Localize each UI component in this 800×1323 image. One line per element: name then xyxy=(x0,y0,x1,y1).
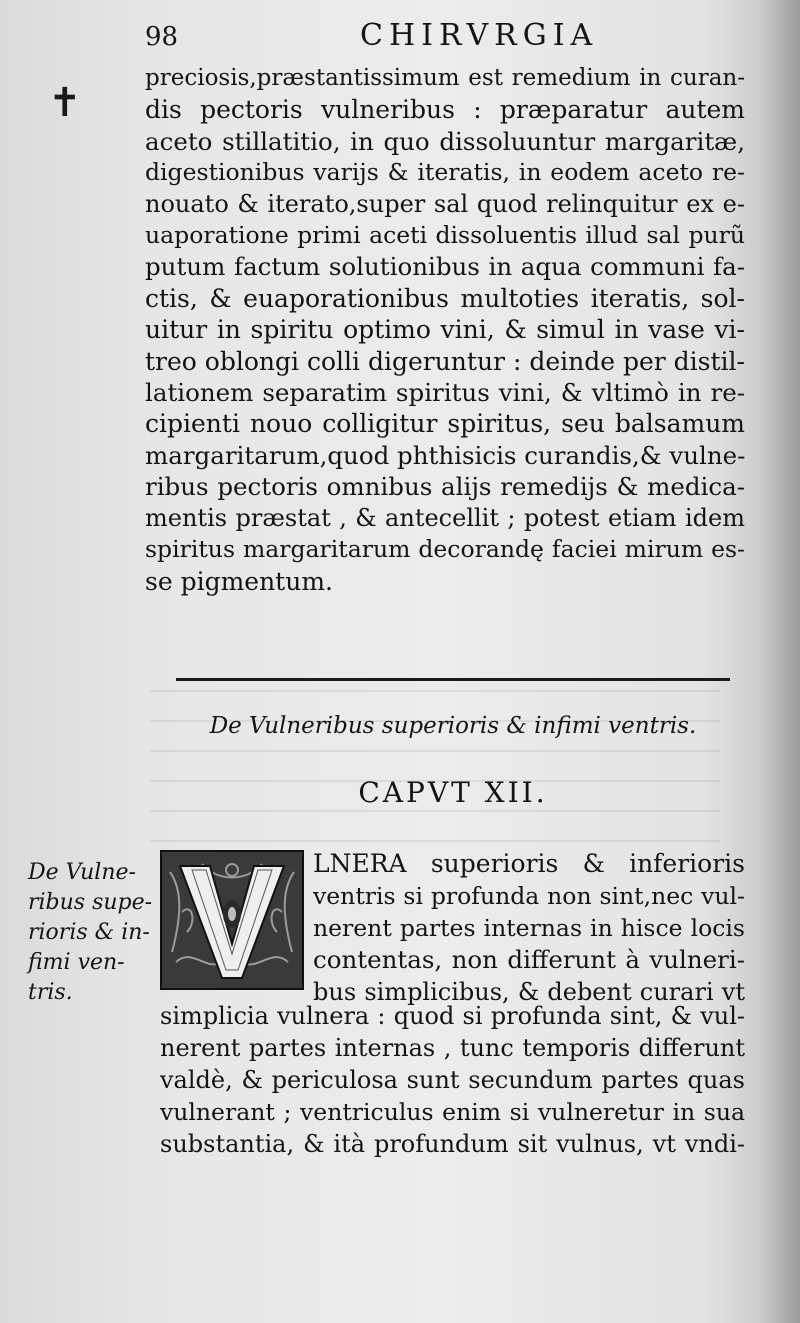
text-line: dis pectoris vulneribus : præparatur autem xyxy=(145,95,745,125)
text-line: simplicia vulnera : quod si profunda sint, & vul- xyxy=(160,1002,745,1030)
text-line: valdè, & periculosa sunt secundum partes quas xyxy=(160,1066,745,1094)
text-line: ctis, & euaporationibus multoties iteratis, sol- xyxy=(145,283,745,313)
decorated-initial xyxy=(160,850,304,990)
text-line: aceto stillatitio, in quo dissoluuntur margaritæ, xyxy=(145,126,745,156)
text-line: digestionibus varijs & iteratis, in eodem aceto re- xyxy=(145,158,745,187)
text-line: uaporatione primi aceti dissoluentis illud sal purũ xyxy=(145,221,745,250)
running-head-title: CHIRVRGIA xyxy=(360,18,599,53)
margin-note-line: De Vulne- xyxy=(28,860,136,885)
chapter-heading: CAPVT XII. xyxy=(358,776,548,809)
text-line: bus simplicibus, & debent curari vt xyxy=(313,978,745,1006)
section-title: De Vulneribus superioris & infimi ventris. xyxy=(209,713,697,739)
text-line: nerent partes internas in hisce locis xyxy=(313,914,745,942)
chapter-opening-lines xyxy=(313,848,745,1008)
text-line: uitur in spiritu optimo vini, & simul in vase vi- xyxy=(145,315,745,345)
margin-note-line: fimi ven- xyxy=(28,950,125,975)
margin-note-line: ribus supe- xyxy=(28,890,153,915)
ornamental-initial-v-icon xyxy=(162,852,302,988)
text-line: ribus pectoris omnibus alijs remedijs & medica- xyxy=(145,472,745,502)
page-edge-shadow xyxy=(760,0,800,1323)
chapter-body xyxy=(160,1000,745,1160)
text-line: se pigmentum. xyxy=(145,566,333,596)
text-line: LNERA superioris & inferioris xyxy=(313,849,745,878)
text-line: substantia, & ità profundum sit vulnus, vt vndi- xyxy=(160,1130,745,1158)
margin-note-line: tris. xyxy=(28,980,73,1005)
text-line: vulnerant ; ventriculus enim si vulneretur in sua xyxy=(160,1098,745,1126)
text-line: ventris si profunda non sint,nec vul- xyxy=(313,882,745,910)
text-line: putum factum solutionibus in aqua communi fa- xyxy=(145,252,745,282)
running-head xyxy=(145,18,745,58)
text-line: margaritarum,quod phthisicis curandis,& vulne- xyxy=(145,440,746,470)
margin-cross-mark: ✝ xyxy=(48,80,82,126)
section-divider-rule xyxy=(176,678,730,681)
text-line: treo oblongi colli digeruntur : deinde per distil- xyxy=(145,346,745,376)
text-line: lationem separatim spiritus vini, & vltimò in re- xyxy=(145,378,745,408)
text-line: mentis præstat , & antecellit ; potest etiam idem xyxy=(145,503,745,532)
text-line: preciosis,præstantissimum est remedium in curan- xyxy=(145,65,745,91)
text-line: contentas, non differunt à vulneri- xyxy=(313,945,745,974)
text-line: nerent partes internas , tunc temporis differunt xyxy=(160,1034,745,1062)
text-line: spiritus margaritarum decorandę faciei mirum es- xyxy=(145,535,745,564)
text-line: nouato & iterato,super sal quod relinquitur ex e- xyxy=(145,189,745,218)
margin-note-line: rioris & in- xyxy=(28,920,150,945)
margin-note xyxy=(28,858,158,1008)
body-paragraph xyxy=(145,63,745,597)
page-number: 98 xyxy=(145,22,179,52)
text-line: cipienti nouo colligitur spiritus, seu balsamum xyxy=(145,409,745,439)
